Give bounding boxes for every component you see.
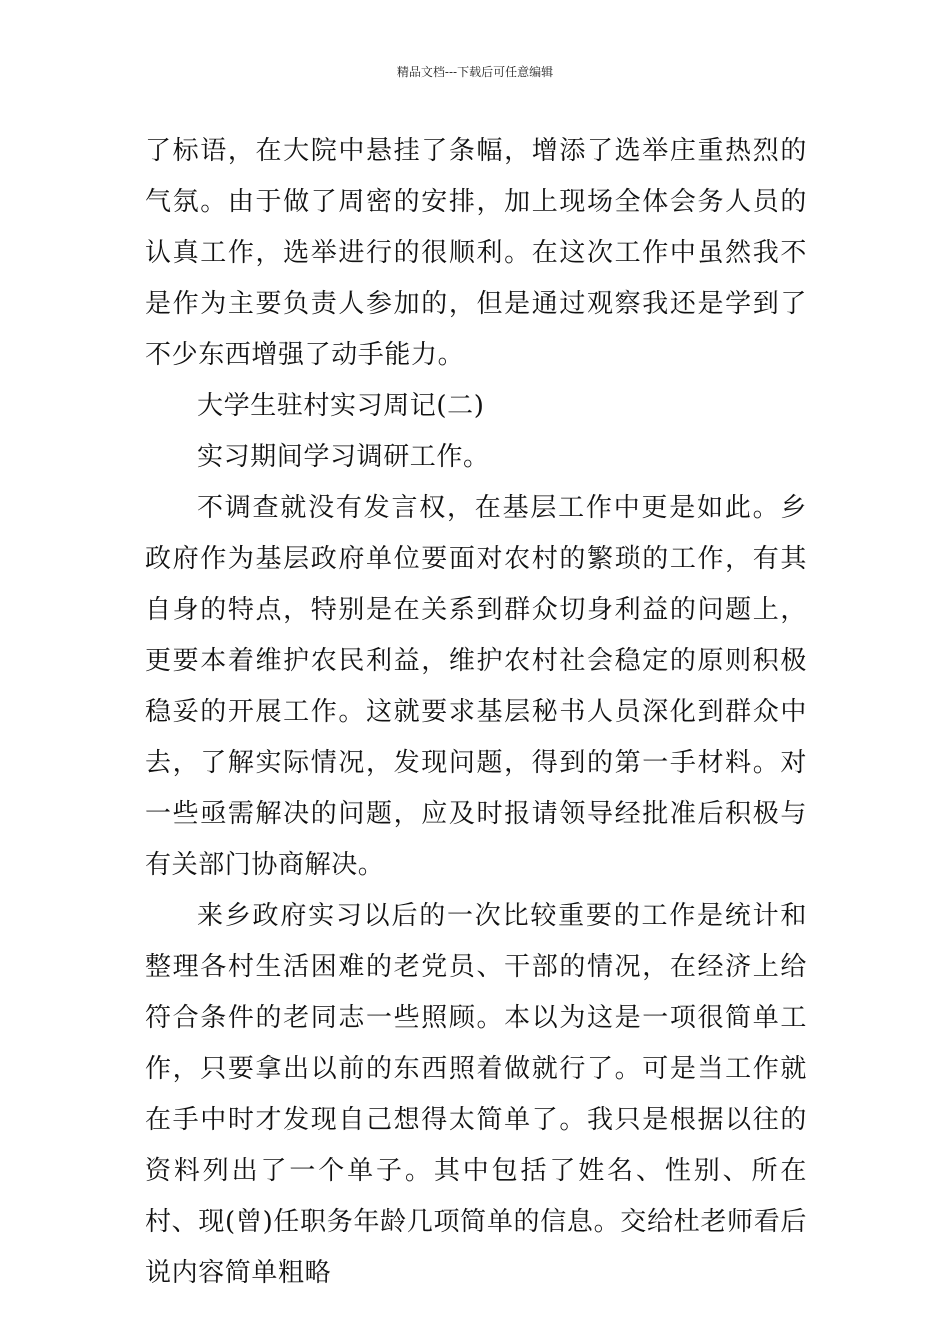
section-subheading: 实习期间学习调研工作。 [197, 442, 490, 472]
page-header: 精品文档---下载后可任意编辑 [396, 65, 554, 79]
paragraph-continuation: 了标语，在大院中悬挂了条幅，增添了选举庄重热烈的气氛。由于做了周密的安排，加上现场全体会务人员的认真工作，选举进行的很顺利。在这次工作中虽然我不是作为主要负责人参加的，但是通过观察我还是学到了不少东西增强了动手能力。 [145, 136, 807, 370]
paragraph: 不调查就没有发言权，在基层工作中更是如此。乡政府作为基层政府单位要面对农村的繁琐的工作，有其自身的特点，特别是在关系到群众切身利益的问题上，更要本着维护农民利益，维护农村社会稳定的原则积极稳妥的开展工作。这就要求基层秘书人员深化到群众中去，了解实际情况，发现问题，得到的第一手材料。对一些亟需解决的问题，应及时报请领导经批准后积极与有关部门协商解决。 [145, 493, 807, 880]
section-heading: 大学生驻村实习周记(二) [197, 391, 485, 421]
document-body [145, 126, 807, 1299]
paragraph: 来乡政府实习以后的一次比较重要的工作是统计和整理各村生活困难的老党员、干部的情况，在经济上给符合条件的老同志一些照顾。本以为这是一项很简单工作，只要拿出以前的东西照着做就行了。可是当工作就在手中时才发现自己想得太简单了。我只是根据以往的资料列出了一个单子。其中包括了姓名、性别、所在村、现(曾)任职务年龄几项简单的信息。交给杜老师看后说内容简单粗略 [145, 901, 807, 1288]
